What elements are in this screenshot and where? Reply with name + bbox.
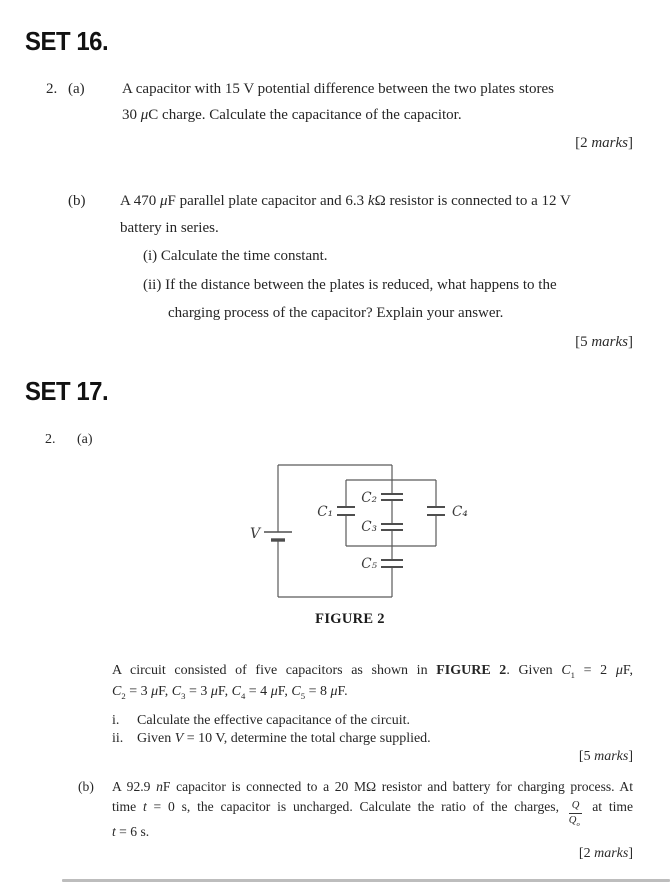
list-item-ii-label: ii.: [112, 731, 124, 746]
set16-heading: SET 16.: [25, 26, 109, 56]
subquestion-ii: (ii) If the distance between the plates is reduced, what happens to the: [143, 277, 557, 293]
capacitor-c4-icon: [427, 507, 445, 515]
capacitor-c1-icon: [337, 507, 355, 515]
subquestion-i: (i) Calculate the time constant.: [143, 248, 328, 264]
circuit-wires: [278, 465, 436, 597]
subquestion-ii-continued: charging process of the capacitor? Explain your answer.: [168, 305, 504, 321]
capacitor-c1-label: C₁: [317, 504, 333, 520]
set17-heading: SET 17.: [25, 376, 109, 406]
figure-caption: FIGURE 2: [315, 611, 385, 627]
question-line: A 470 μF parallel plate capacitor and 6.3 kΩ resistor is connected to a 12 V: [120, 193, 571, 209]
marks-label: [2 marks]: [575, 135, 633, 151]
part-a-label: (a): [77, 432, 93, 447]
list-item-ii-text: Given V = 10 V, determine the total charge supplied.: [137, 731, 431, 746]
capacitor-c2-icon: [381, 494, 403, 500]
question-line: A circuit consisted of five capacitors as shown in FIGURE 2. Given $C_1 = 2$ μF,: [112, 663, 634, 680]
question-line: A 92.9 nF capacitor is connected to a 20 MΩ resistor and battery for charging process. At: [112, 779, 634, 794]
voltage-source-label: V: [250, 526, 261, 542]
capacitor-c3-label: C₃: [361, 519, 377, 535]
page-bottom-edge: [62, 879, 670, 882]
part-b-label: (b): [68, 193, 86, 209]
capacitor-c5-icon: [381, 560, 403, 567]
marks-label: [2 marks]: [578, 846, 633, 861]
circuit-diagram: [240, 458, 480, 606]
capacitor-c4-label: C₄: [452, 504, 468, 520]
part-b-label: (b): [78, 779, 94, 794]
question-line: t = 6 s.: [112, 824, 150, 839]
question-line: A capacitor with 15 V potential difference between the two plates stores: [122, 81, 554, 97]
capacitor-c5-label: C₅: [361, 556, 377, 572]
battery-icon: [264, 532, 292, 540]
list-item-i-text: Calculate the effective capacitance of the circuit.: [137, 713, 410, 728]
fraction-q-over-qo: $\frac{Q}{Q_o}$: [569, 800, 583, 825]
marks-label: [5 marks]: [575, 334, 633, 350]
capacitor-c2-label: C₂: [361, 490, 377, 506]
question-line: 30 μC charge. Calculate the capacitance of the capacitor.: [122, 107, 462, 123]
question-line: $C_2 = 3$ μF, $C_3 = 3$ μF, $C_4 = 4$ μF, $C_5 = 8$ μF.: [112, 684, 348, 701]
question-number: 2.: [45, 432, 56, 447]
list-item-i-label: i.: [112, 713, 120, 728]
question-number: 2.: [46, 81, 58, 97]
marks-label: [5 marks]: [578, 749, 633, 764]
part-a-label: (a): [68, 81, 85, 97]
question-line: battery in series.: [120, 220, 219, 236]
capacitor-c3-icon: [381, 524, 403, 530]
question-line: time t = 0 s, the capacitor is uncharged. Calculate the ratio of the charges, $\frac{Q}{Q_o}$ at time: [112, 799, 634, 828]
